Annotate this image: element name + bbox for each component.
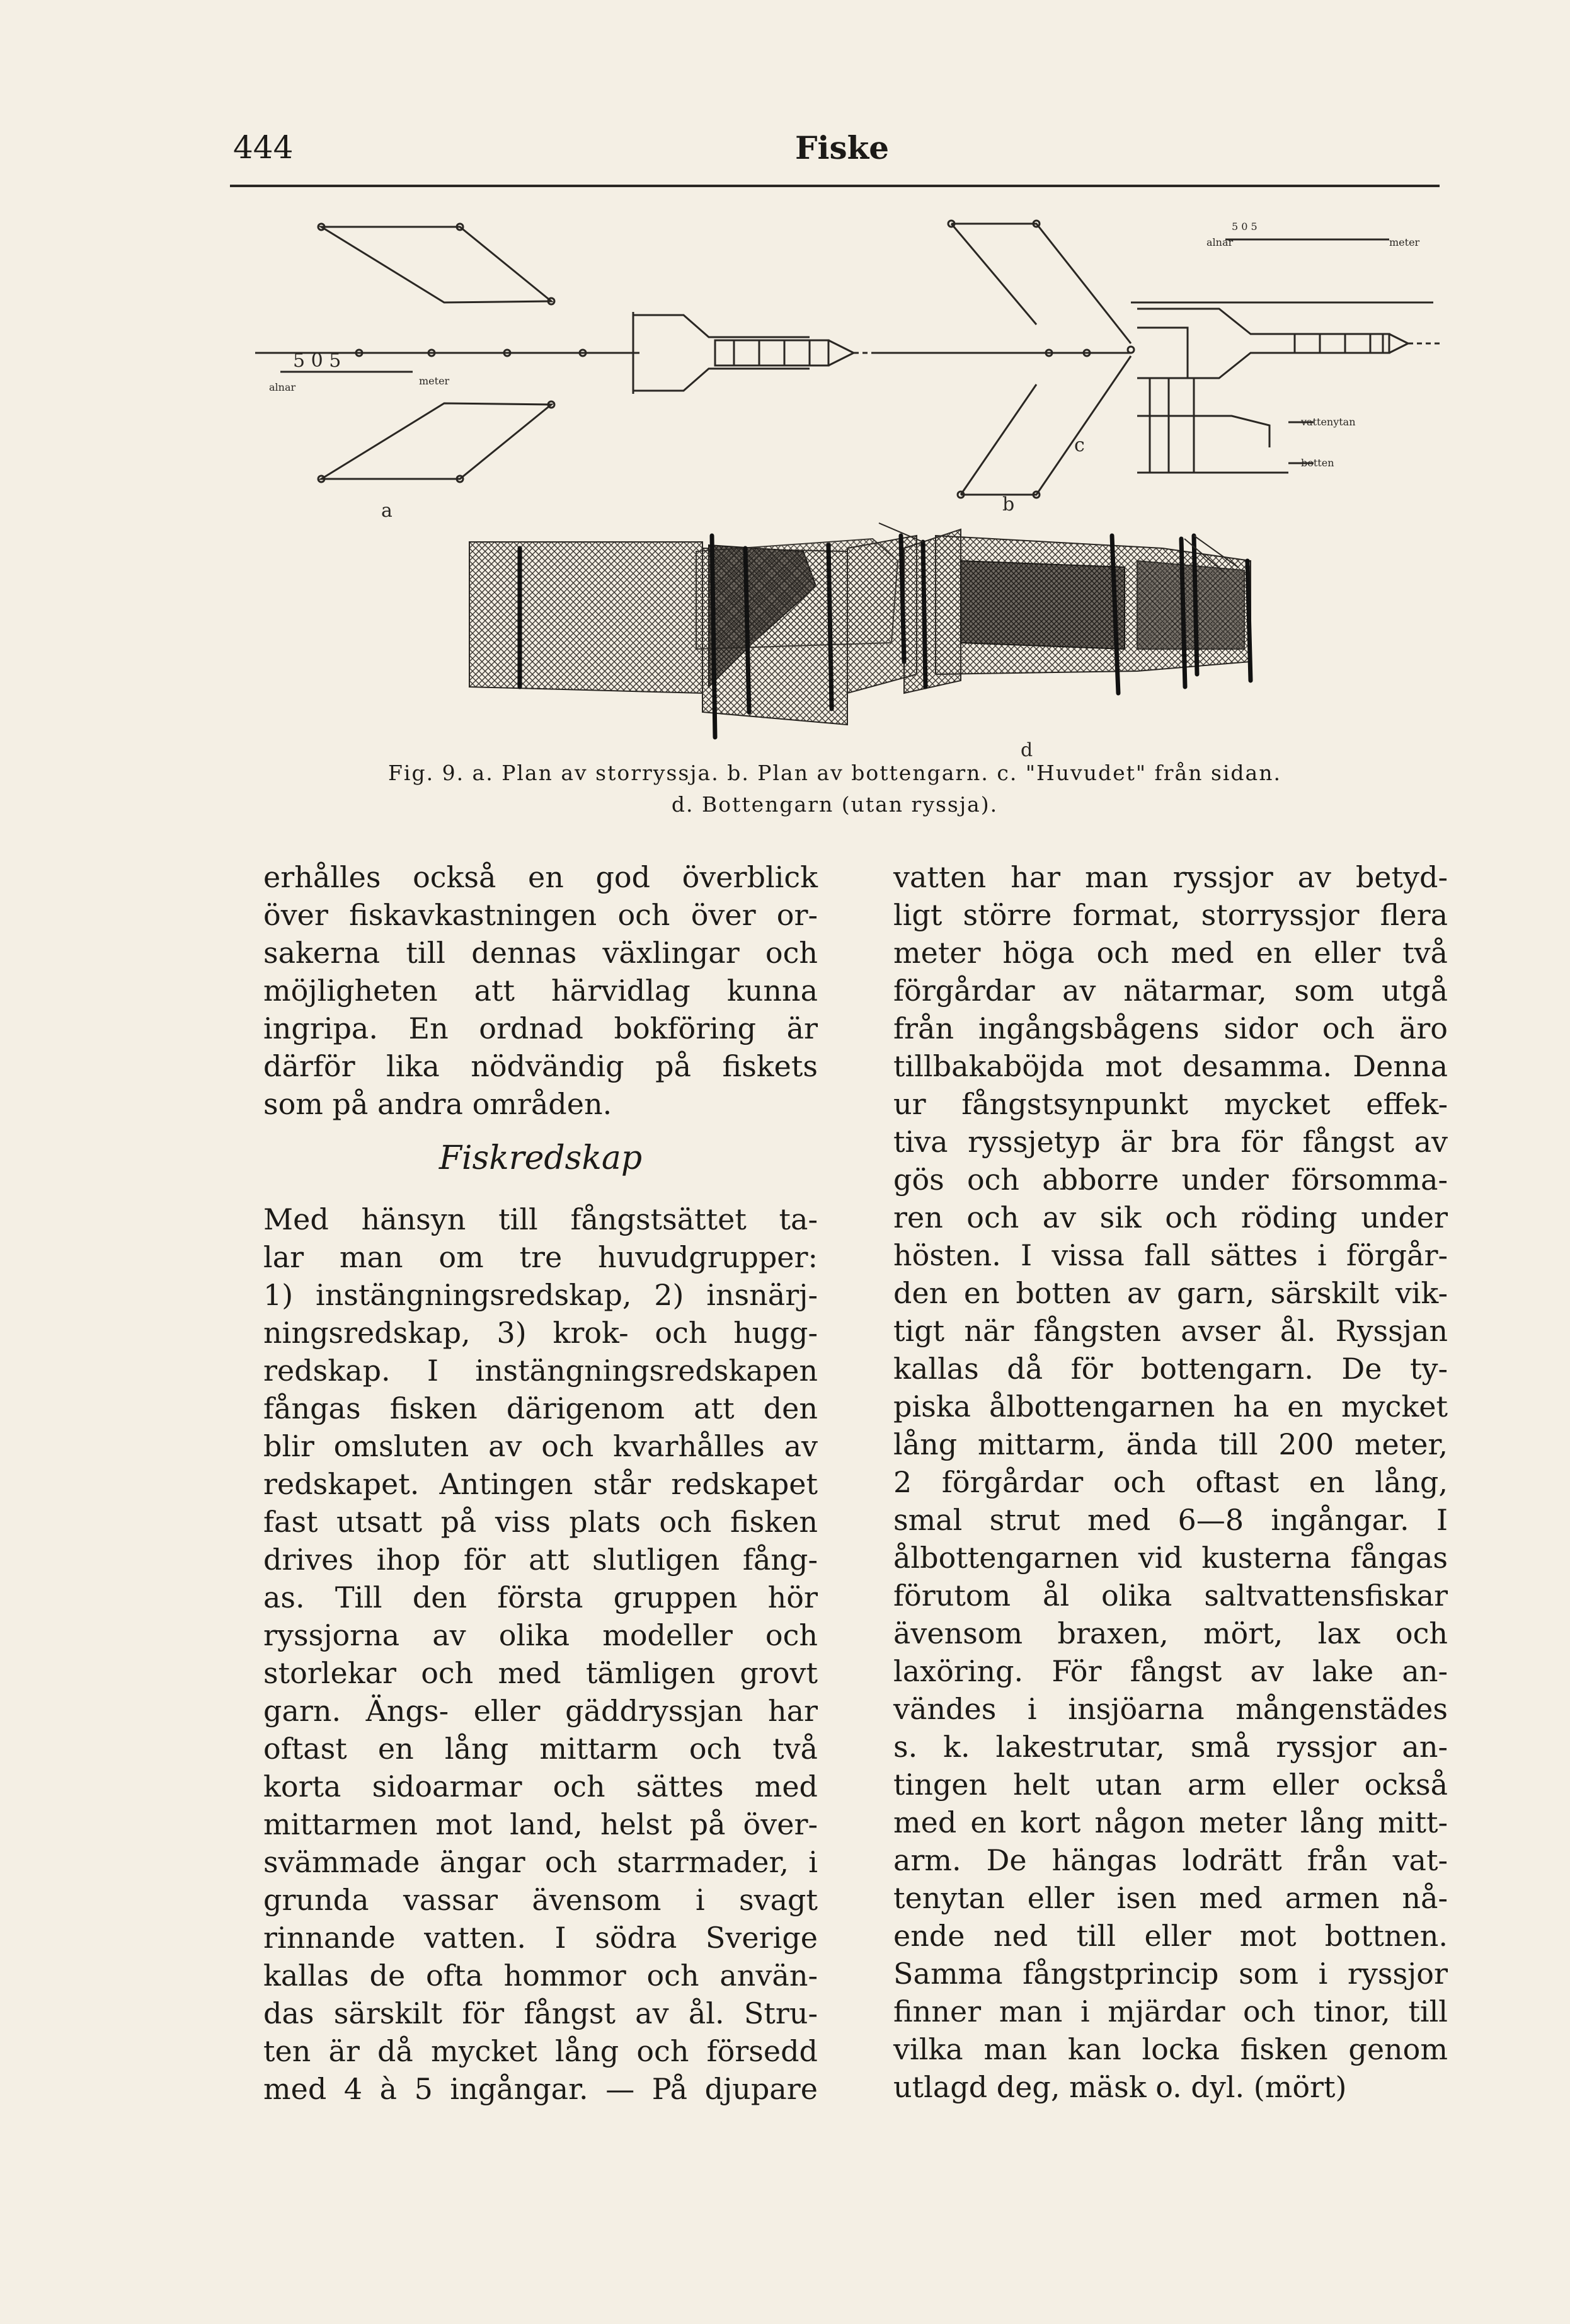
text-line: ur fångstsynpunkt mycket effek- — [893, 1087, 1448, 1121]
text-line: 1) instängningsredskap, 2) insnärj- — [263, 1278, 818, 1312]
text-line: fast utsatt på viss plats och fisken — [263, 1505, 818, 1539]
text-line: kallas de ofta hommor och använ- — [263, 1959, 818, 1993]
text-line: 2 förgårdar och oftast en lång, — [893, 1465, 1448, 1499]
running-head-title: Fiske — [795, 129, 890, 166]
text-line: ten är då mycket lång och försedd — [263, 2034, 818, 2068]
text-line: tiva ryssjetyp är bra för fångst av — [893, 1125, 1448, 1159]
label-c-botten: botten — [1301, 457, 1334, 469]
section-heading: Fiskredskap — [438, 1139, 643, 1177]
left-column-section — [263, 1200, 818, 2108]
text-line: svämmade ängar och starrmader, i — [263, 1845, 818, 1879]
text-line: ävensom braxen, mört, lax och — [893, 1616, 1448, 1650]
text-line: das särskilt för fångst av ål. Stru- — [263, 1996, 818, 2030]
text-line: vilka man kan locka fisken genom — [893, 2032, 1448, 2066]
text-line: kallas då för bottengarn. De ty- — [893, 1352, 1448, 1386]
text-line: korta sidoarmar och sättes med — [263, 1769, 818, 1803]
text-line: as. Till den första gruppen hör — [263, 1580, 818, 1614]
scale-b-meter: meter — [1389, 236, 1420, 248]
text-line: ålbottengarnen vid kusterna fångas — [893, 1541, 1448, 1575]
diagram-d-bottengarn-drawing — [469, 523, 1251, 737]
text-line: redskap. I instängningsredskapen — [263, 1354, 818, 1388]
header-rule — [230, 185, 1440, 187]
text-line: som på andra områden. — [263, 1087, 612, 1121]
text-line: förgårdar av nätarmar, som utgå — [893, 974, 1448, 1008]
figure-9 — [230, 208, 1440, 762]
text-line: smal strut med 6—8 ingångar. I — [893, 1503, 1448, 1537]
text-line: från ingångsbågens sidor och äro — [893, 1011, 1448, 1045]
text-line: ligt större format, storryssjor flera — [893, 898, 1448, 932]
scale-a-meter: meter — [419, 375, 450, 387]
text-line: oftast en lång mittarm och två — [263, 1732, 818, 1766]
scale-a-numbers: 5 0 5 — [293, 350, 341, 372]
text-line: över fiskavkastningen och över or- — [263, 898, 818, 932]
text-line: rinnande vatten. I södra Sverige — [263, 1921, 818, 1955]
left-column-intro — [263, 858, 818, 1123]
text-line: grunda vassar ävensom i svagt — [263, 1883, 818, 1917]
fishing-gear-illustration — [230, 208, 1440, 762]
page-number: 444 — [233, 129, 294, 166]
label-b: b — [1002, 493, 1015, 515]
text-line: tigt när fångsten avser ål. Ryssjan — [893, 1314, 1448, 1348]
label-c: c — [1074, 434, 1085, 456]
text-line: finner man i mjärdar och tinor, till — [893, 1994, 1448, 2028]
text-line: tingen helt utan arm eller också — [893, 1768, 1448, 1802]
text-line: Samma fångstprincip som i ryssjor — [893, 1957, 1448, 1991]
text-line: vatten har man ryssjor av betyd- — [893, 860, 1448, 894]
text-line: ningsredskap, 3) krok- och hugg- — [263, 1316, 818, 1350]
text-line: möjligheten att härvidlag kunna — [263, 974, 818, 1008]
text-line: Med hänsyn till fångstsättet ta- — [263, 1202, 818, 1236]
text-line: drives ihop för att slutligen fång- — [263, 1543, 818, 1577]
text-line: ingripa. En ordnad bokföring är — [263, 1011, 818, 1045]
diagram-a-storryssja-plan — [255, 224, 882, 482]
figure-caption — [230, 757, 1440, 820]
text-line: tillbakaböjda mot desamma. Denna — [893, 1049, 1448, 1083]
text-line: ende ned till eller mot bottnen. — [893, 1919, 1448, 1953]
text-line: ryssjorna av olika modeller och — [263, 1618, 818, 1652]
text-line: meter höga och med en eller två — [893, 936, 1448, 970]
text-line: piska ålbottengarnen ha en mycket — [893, 1389, 1448, 1424]
text-line: gös och abborre under försomma- — [893, 1163, 1448, 1197]
text-line: arm. De hängas lodrätt från vat- — [893, 1843, 1448, 1877]
text-line: lar man om tre huvudgrupper: — [263, 1240, 818, 1274]
text-line: tenytan eller isen med armen nå- — [893, 1881, 1448, 1915]
label-a: a — [381, 500, 392, 522]
text-line: med 4 à 5 ingångar. — På djupare — [263, 2072, 818, 2106]
text-line: laxöring. För fångst av lake an- — [893, 1654, 1448, 1688]
text-line: sakerna till dennas växlingar och — [263, 936, 818, 970]
text-line: utlagd deg, mäsk o. dyl. (mört) — [893, 2070, 1347, 2104]
diagram-b-bottengarn-plan — [873, 221, 1440, 498]
text-line: vändes i insjöarna mångenstädes — [893, 1692, 1448, 1726]
text-line: mittarmen mot land, helst på över- — [263, 1807, 818, 1841]
caption-line-2: d. Bottengarn (utan ryssja). — [671, 792, 999, 817]
label-c-vattenytan: vattenytan — [1301, 416, 1356, 428]
text-line: garn. Ängs- eller gäddryssjan har — [263, 1694, 818, 1728]
scale-b-numbers: 5 0 5 — [1232, 221, 1258, 233]
scale-a-alnar: alnar — [269, 381, 296, 393]
text-line: storlekar och med tämligen grovt — [263, 1656, 818, 1690]
text-line: med en kort någon meter lång mitt- — [893, 1805, 1448, 1839]
text-line: ren och av sik och röding under — [893, 1200, 1448, 1234]
scale-b-alnar: alnar — [1206, 236, 1234, 248]
text-line: därför lika nödvändig på fiskets — [263, 1049, 818, 1083]
text-line: lång mittarm, ända till 200 meter, — [893, 1427, 1448, 1461]
text-line: erhålles också en god överblick — [263, 860, 818, 894]
text-line: den en botten av garn, särskilt vik- — [893, 1276, 1448, 1310]
text-line: fångas fisken därigenom att den — [263, 1391, 818, 1425]
label-d: d — [1021, 739, 1033, 761]
caption-line-1: Fig. 9. a. Plan av storryssja. b. Plan av bottengarn. c. "Huvudet" från sidan. — [388, 761, 1281, 785]
text-line: förutom ål olika saltvattensfiskar — [893, 1579, 1448, 1613]
text-line: hösten. I vissa fall sättes i förgår- — [893, 1238, 1448, 1272]
text-line: blir omsluten av och kvarhålles av — [263, 1429, 818, 1463]
right-column — [893, 858, 1448, 2106]
text-line: redskapet. Antingen står redskapet — [263, 1467, 818, 1501]
text-line: s. k. lakestrutar, små ryssjor an- — [893, 1730, 1448, 1764]
